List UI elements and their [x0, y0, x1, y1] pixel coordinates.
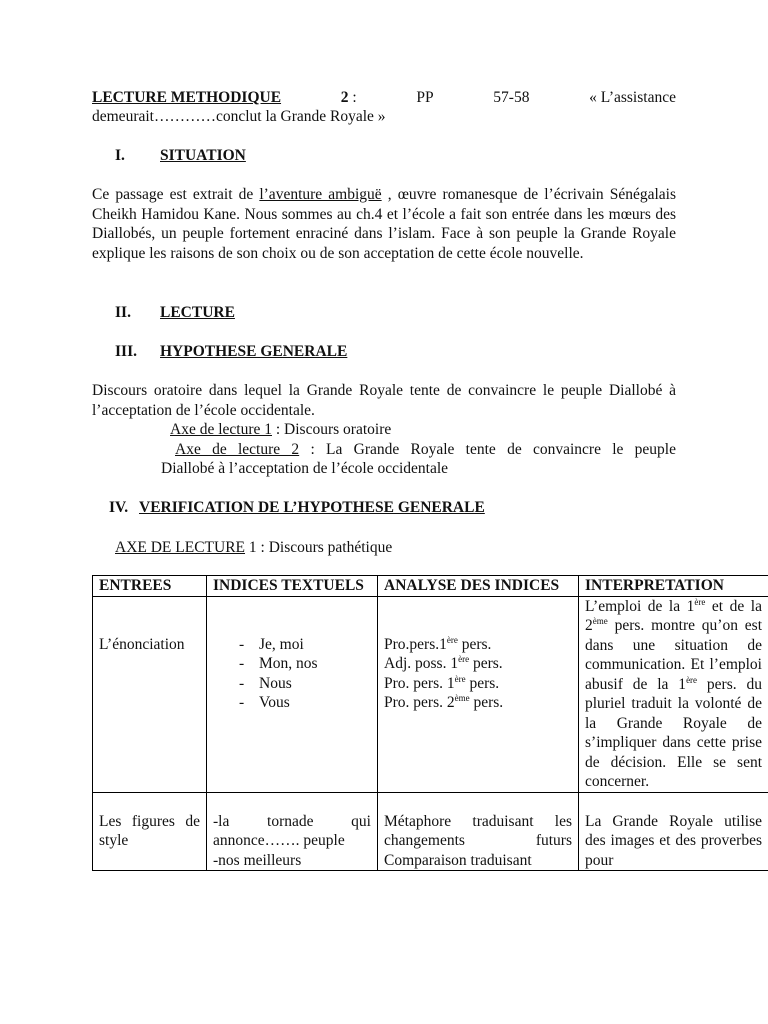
page-range: 57-58 — [493, 89, 530, 106]
interpretation-cell: L’emploi de la 1ère et de la 2ème pers. montre qu’on est dans une situation de communication. Et l’emploi abusif de la 1ère pers. du pluriel traduit la volonté de la Grande Royale de s’impliquer dans cette prise de décision. Elle se sent concerner. — [579, 596, 768, 792]
list-item: -nos meilleurs — [213, 851, 302, 869]
indices-cell — [207, 792, 378, 871]
list-item: Pro. pers. 2ème pers. — [384, 692, 504, 711]
header-entrees: ENTREES — [93, 576, 207, 597]
list-item: - Nous — [239, 674, 371, 694]
interpretation-cell: La Grande Royale utilise des images et des proverbes pour — [579, 792, 768, 871]
list-item: -la tornade qui annonce……. peuple — [213, 812, 371, 849]
table-header-row — [93, 576, 768, 597]
entree-cell: Les figures de style — [93, 792, 207, 871]
axe-lecture-title: AXE DE LECTURE 1 : Discours pathétique — [115, 539, 393, 556]
list-item: - Vous — [239, 693, 371, 713]
list-item: Pro.pers.1ère pers. — [384, 634, 492, 653]
hypothese-paragraph: Discours oratoire dans lequel la Grande Royale tente de convaincre le peuple Diallobé à l’acceptation de l’école occidentale. — [92, 382, 676, 419]
analysis-table — [92, 575, 768, 871]
list-item: - Mon, nos — [239, 654, 371, 674]
table-row — [93, 792, 768, 871]
pp-label: PP — [416, 89, 434, 106]
axe-lecture-1: Axe de lecture 1 : Discours oratoire — [170, 421, 392, 438]
list-item: Pro. pers. 1ère pers. — [384, 673, 500, 692]
document-header — [92, 88, 676, 108]
axe-lecture-2: Axe de lecture 2 : La Grande Royale tente de convaincre le peuple — [175, 441, 676, 458]
document-page: LECTURE METHODIQUE 2 : PP 57-58 « L’assistance demeurait…………conclut la Grande Royale » I. SITUATION Ce passage est extrait de l’aventure ambiguë , œuvre romanesque de l’écrivain Sénégalais Cheikh Hamidou Kane. Nous sommes au ch.4 et l’école a fait son entrée dans les mœurs des Diallobés, un peuple fortement enraciné dans l’islam. Face à son peuple la Grande Royale explique les raisons de son choix ou de son acceptation de cette école nouvelle. II. LECTURE III. HYPOTHESE GENERALE Discours oratoire dans lequel la Grande Royale tente de convaincre le peuple Diallobé à l’acceptation de l’école occidentale. Axe de lecture 1 : Discours oratoire Axe de lecture 2 : La Grande Royale tente de convaincre le peuple Diallobé à l’acceptation de l’école occidentale IV. VERIFICATION DE L’HYPOTHESE GENERALE AXE DE LECTURE 1 : Discours pathétique ENTREES INDICES TEXTUELS ANALYSE DES INDICES INTERPRETATION L’énonciation - Je, moi - Mon, nos - Nous - Vous Pro.pers.1ère pers. Adj. poss. 1ère pers. Pro. pers. 1ère pers. Pro. pers. 2ème pers. L’emploi de la 1ère et de la 2ème pers. montre qu’on est dans une situation de communication. Et l’emploi abusif de la 1ère pers. du pluriel traduit la volonté de la Grande Royale de s’impliquer dans cette prise de décision. Elle se sent concerner. Les figures de style -la tornade qui annonce……. peuple -nos meilleurs Métaphore traduisant les changements futurs Comparaison traduisant La Grande Royale utilise des images et des proverbes pour — [0, 0, 768, 1024]
quote-end: demeurait…………conclut la Grande Royale » — [92, 108, 386, 125]
lesson-title: LECTURE METHODIQUE — [92, 89, 282, 106]
table-row — [93, 596, 768, 792]
analyse-cell — [378, 596, 579, 792]
lesson-number: 2 : — [340, 89, 357, 106]
analyse-cell: Métaphore traduisant les changements futurs Comparaison traduisant — [378, 792, 579, 871]
list-item: Adj. poss. 1ère pers. — [384, 653, 503, 672]
indices-cell — [207, 596, 378, 792]
quote-start: « L’assistance — [589, 89, 676, 106]
situation-paragraph: Ce passage est extrait de l’aventure ambiguë , œuvre romanesque de l’écrivain Sénégalais Cheikh Hamidou Kane. Nous sommes au ch.4 et l’école a fait son entrée dans les mœurs des Diallobés, un peuple fortement enraciné dans l’islam. Face à son peuple la Grande Royale explique les raisons de son choix ou de son acceptation de cette école nouvelle. — [92, 186, 677, 262]
book-title: l’aventure ambiguë — [259, 186, 382, 203]
list-item: - Je, moi — [239, 635, 371, 655]
entree-cell: L’énonciation — [93, 596, 207, 792]
header-interpretation: INTERPRETATION — [579, 576, 768, 597]
header-indices: INDICES TEXTUELS — [207, 576, 378, 597]
header-analyse: ANALYSE DES INDICES — [378, 576, 579, 597]
axe-lecture-2-cont: Diallobé à l’acceptation de l’école occidentale — [161, 460, 449, 477]
